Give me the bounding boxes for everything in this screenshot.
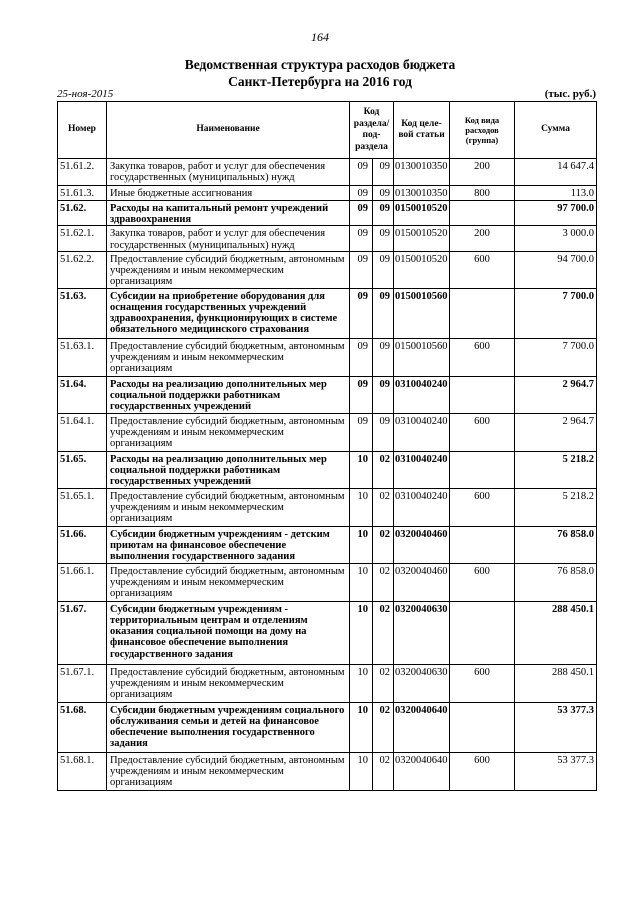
table-row — [58, 526, 597, 563]
table-row — [58, 251, 597, 288]
document-title — [0, 56, 640, 90]
row-number: 51.68. — [58, 702, 107, 752]
row-expense-code: 600 — [450, 752, 515, 790]
row-section: 09 — [350, 201, 373, 226]
row-sum: 53 377.3 — [515, 752, 597, 790]
table-row — [58, 338, 597, 376]
row-number: 51.61.3. — [58, 186, 107, 201]
row-sum: 7 700.0 — [515, 338, 597, 376]
row-expense-code: 600 — [450, 664, 515, 702]
row-section: 09 — [350, 251, 373, 288]
row-subsection: 09 — [373, 186, 394, 201]
table-row — [58, 186, 597, 201]
table-row — [58, 413, 597, 451]
row-name: Предоставление субсидий бюджетным, автономным учреждениям и иным некоммерческим организациям — [107, 338, 350, 376]
header-section: Код раздела/ под- раздела — [350, 102, 394, 159]
row-number: 51.64. — [58, 376, 107, 413]
row-subsection: 09 — [373, 201, 394, 226]
row-expense-code: 200 — [450, 159, 515, 186]
row-sum: 113.0 — [515, 186, 597, 201]
row-subsection: 02 — [373, 488, 394, 526]
row-number: 51.62. — [58, 201, 107, 226]
table-row — [58, 451, 597, 488]
row-subsection: 09 — [373, 226, 394, 251]
row-name: Предоставление субсидий бюджетным, автономным учреждениям и иным некоммерческим организациям — [107, 563, 350, 601]
row-name: Субсидии бюджетным учреждениям - детским приютам на финансовое обеспечение выполнения государственного задания — [107, 526, 350, 563]
row-sum: 5 218.2 — [515, 451, 597, 488]
row-name: Предоставление субсидий бюджетным, автономным учреждениям и иным некоммерческим организациям — [107, 251, 350, 288]
row-sum: 2 964.7 — [515, 376, 597, 413]
row-section: 10 — [350, 526, 373, 563]
row-expense-code — [450, 451, 515, 488]
row-expense-code: 600 — [450, 413, 515, 451]
row-target-code: 0320040630 — [394, 664, 450, 702]
row-sum: 76 858.0 — [515, 563, 597, 601]
row-expense-code — [450, 702, 515, 752]
header-number: Номер — [58, 102, 107, 159]
row-section: 09 — [350, 159, 373, 186]
row-subsection: 02 — [373, 702, 394, 752]
table-row — [58, 563, 597, 601]
row-number: 51.67.1. — [58, 664, 107, 702]
row-section: 09 — [350, 226, 373, 251]
row-target-code: 0310040240 — [394, 451, 450, 488]
row-section: 10 — [350, 563, 373, 601]
row-target-code: 0320040630 — [394, 601, 450, 664]
title-line-1: Ведомственная структура расходов бюджета — [184, 57, 456, 72]
row-target-code: 0310040240 — [394, 413, 450, 451]
page-number: 164 — [311, 30, 329, 44]
row-target-code: 0130010350 — [394, 159, 450, 186]
row-target-code: 0150010520 — [394, 226, 450, 251]
row-number: 51.66. — [58, 526, 107, 563]
row-sum: 53 377.3 — [515, 702, 597, 752]
row-subsection: 02 — [373, 664, 394, 702]
row-section: 10 — [350, 664, 373, 702]
row-name: Субсидии на приобретение оборудования для оснащения государственных учреждений здравоохранения, функционирующих в системе обязательного медицинского страхования — [107, 288, 350, 338]
row-subsection: 09 — [373, 159, 394, 186]
row-sum: 14 647.4 — [515, 159, 597, 186]
row-expense-code — [450, 376, 515, 413]
row-section: 09 — [350, 338, 373, 376]
row-subsection: 09 — [373, 251, 394, 288]
table-row — [58, 201, 597, 226]
row-expense-code: 600 — [450, 488, 515, 526]
budget-table — [57, 101, 597, 791]
row-section: 10 — [350, 702, 373, 752]
row-target-code: 0310040240 — [394, 376, 450, 413]
row-target-code: 0320040640 — [394, 702, 450, 752]
row-expense-code — [450, 201, 515, 226]
row-name: Расходы на капитальный ремонт учреждений здравоохранения — [107, 201, 350, 226]
table-row — [58, 752, 597, 790]
table-row — [58, 376, 597, 413]
row-name: Субсидии бюджетным учреждениям - территориальным центрам и отделениям оказания социальной помощи на дому на финансовое обеспечение выполнения государственного задания — [107, 601, 350, 664]
units-label: (тыс. руб.) — [544, 88, 596, 100]
row-target-code: 0130010350 — [394, 186, 450, 201]
title-line-2: Санкт-Петербурга на 2016 год — [228, 74, 412, 89]
row-number: 51.64.1. — [58, 413, 107, 451]
table-row — [58, 601, 597, 664]
row-subsection: 09 — [373, 288, 394, 338]
row-target-code: 0310040240 — [394, 488, 450, 526]
table-row — [58, 226, 597, 251]
row-section: 09 — [350, 288, 373, 338]
row-name: Иные бюджетные ассигнования — [107, 186, 350, 201]
row-section: 10 — [350, 451, 373, 488]
row-number: 51.66.1. — [58, 563, 107, 601]
row-sum: 97 700.0 — [515, 201, 597, 226]
row-expense-code — [450, 526, 515, 563]
row-expense-code — [450, 288, 515, 338]
table-row — [58, 159, 597, 186]
row-number: 51.62.2. — [58, 251, 107, 288]
row-number: 51.61.2. — [58, 159, 107, 186]
row-target-code: 0320040460 — [394, 563, 450, 601]
document-date: 25-ноя-2015 — [57, 88, 114, 100]
header-sum: Сумма — [515, 102, 597, 159]
row-expense-code: 600 — [450, 563, 515, 601]
row-target-code: 0320040640 — [394, 752, 450, 790]
row-section: 10 — [350, 601, 373, 664]
row-number: 51.63.1. — [58, 338, 107, 376]
row-number: 51.65. — [58, 451, 107, 488]
table-header — [58, 102, 597, 159]
table-row — [58, 488, 597, 526]
row-target-code: 0150010520 — [394, 251, 450, 288]
row-subsection: 02 — [373, 752, 394, 790]
row-name: Расходы на реализацию дополнительных мер социальной поддержки работникам государственных учреждений — [107, 376, 350, 413]
row-subsection: 02 — [373, 526, 394, 563]
header-name: Наименование — [107, 102, 350, 159]
header-target: Код целе- вой статьи — [394, 102, 450, 159]
row-sum: 3 000.0 — [515, 226, 597, 251]
row-target-code: 0320040460 — [394, 526, 450, 563]
row-expense-code: 200 — [450, 226, 515, 251]
row-target-code: 0150010560 — [394, 288, 450, 338]
row-section: 09 — [350, 376, 373, 413]
row-target-code: 0150010560 — [394, 338, 450, 376]
row-sum: 2 964.7 — [515, 413, 597, 451]
row-sum: 288 450.1 — [515, 601, 597, 664]
row-subsection: 09 — [373, 338, 394, 376]
row-expense-code — [450, 601, 515, 664]
row-target-code: 0150010520 — [394, 201, 450, 226]
row-section: 10 — [350, 752, 373, 790]
row-expense-code: 600 — [450, 251, 515, 288]
row-name: Закупка товаров, работ и услуг для обеспечения государственных (муниципальных) нужд — [107, 159, 350, 186]
row-sum: 288 450.1 — [515, 664, 597, 702]
row-name: Закупка товаров, работ и услуг для обеспечения государственных (муниципальных) нужд — [107, 226, 350, 251]
row-number: 51.68.1. — [58, 752, 107, 790]
row-name: Предоставление субсидий бюджетным, автономным учреждениям и иным некоммерческим организациям — [107, 664, 350, 702]
row-name: Предоставление субсидий бюджетным, автономным учреждениям и иным некоммерческим организациям — [107, 752, 350, 790]
table-row — [58, 702, 597, 752]
row-section: 10 — [350, 488, 373, 526]
row-subsection: 09 — [373, 413, 394, 451]
row-sum: 7 700.0 — [515, 288, 597, 338]
table-row — [58, 288, 597, 338]
row-sum: 76 858.0 — [515, 526, 597, 563]
row-number: 51.63. — [58, 288, 107, 338]
row-number: 51.65.1. — [58, 488, 107, 526]
row-expense-code: 800 — [450, 186, 515, 201]
row-subsection: 09 — [373, 376, 394, 413]
header-expense: Код вида расходов (группа) — [450, 102, 515, 159]
row-name: Предоставление субсидий бюджетным, автономным учреждениям и иным некоммерческим организациям — [107, 488, 350, 526]
row-subsection: 02 — [373, 601, 394, 664]
row-name: Субсидии бюджетным учреждениям социального обслуживания семьи и детей на финансовое обеспечение выполнения государственного задания — [107, 702, 350, 752]
row-name: Предоставление субсидий бюджетным, автономным учреждениям и иным некоммерческим организациям — [107, 413, 350, 451]
row-section: 09 — [350, 413, 373, 451]
row-sum: 5 218.2 — [515, 488, 597, 526]
row-subsection: 02 — [373, 563, 394, 601]
row-number: 51.67. — [58, 601, 107, 664]
row-name: Расходы на реализацию дополнительных мер социальной поддержки работникам государственных учреждений — [107, 451, 350, 488]
row-expense-code: 600 — [450, 338, 515, 376]
row-sum: 94 700.0 — [515, 251, 597, 288]
row-subsection: 02 — [373, 451, 394, 488]
row-section: 09 — [350, 186, 373, 201]
table-row — [58, 664, 597, 702]
row-number: 51.62.1. — [58, 226, 107, 251]
